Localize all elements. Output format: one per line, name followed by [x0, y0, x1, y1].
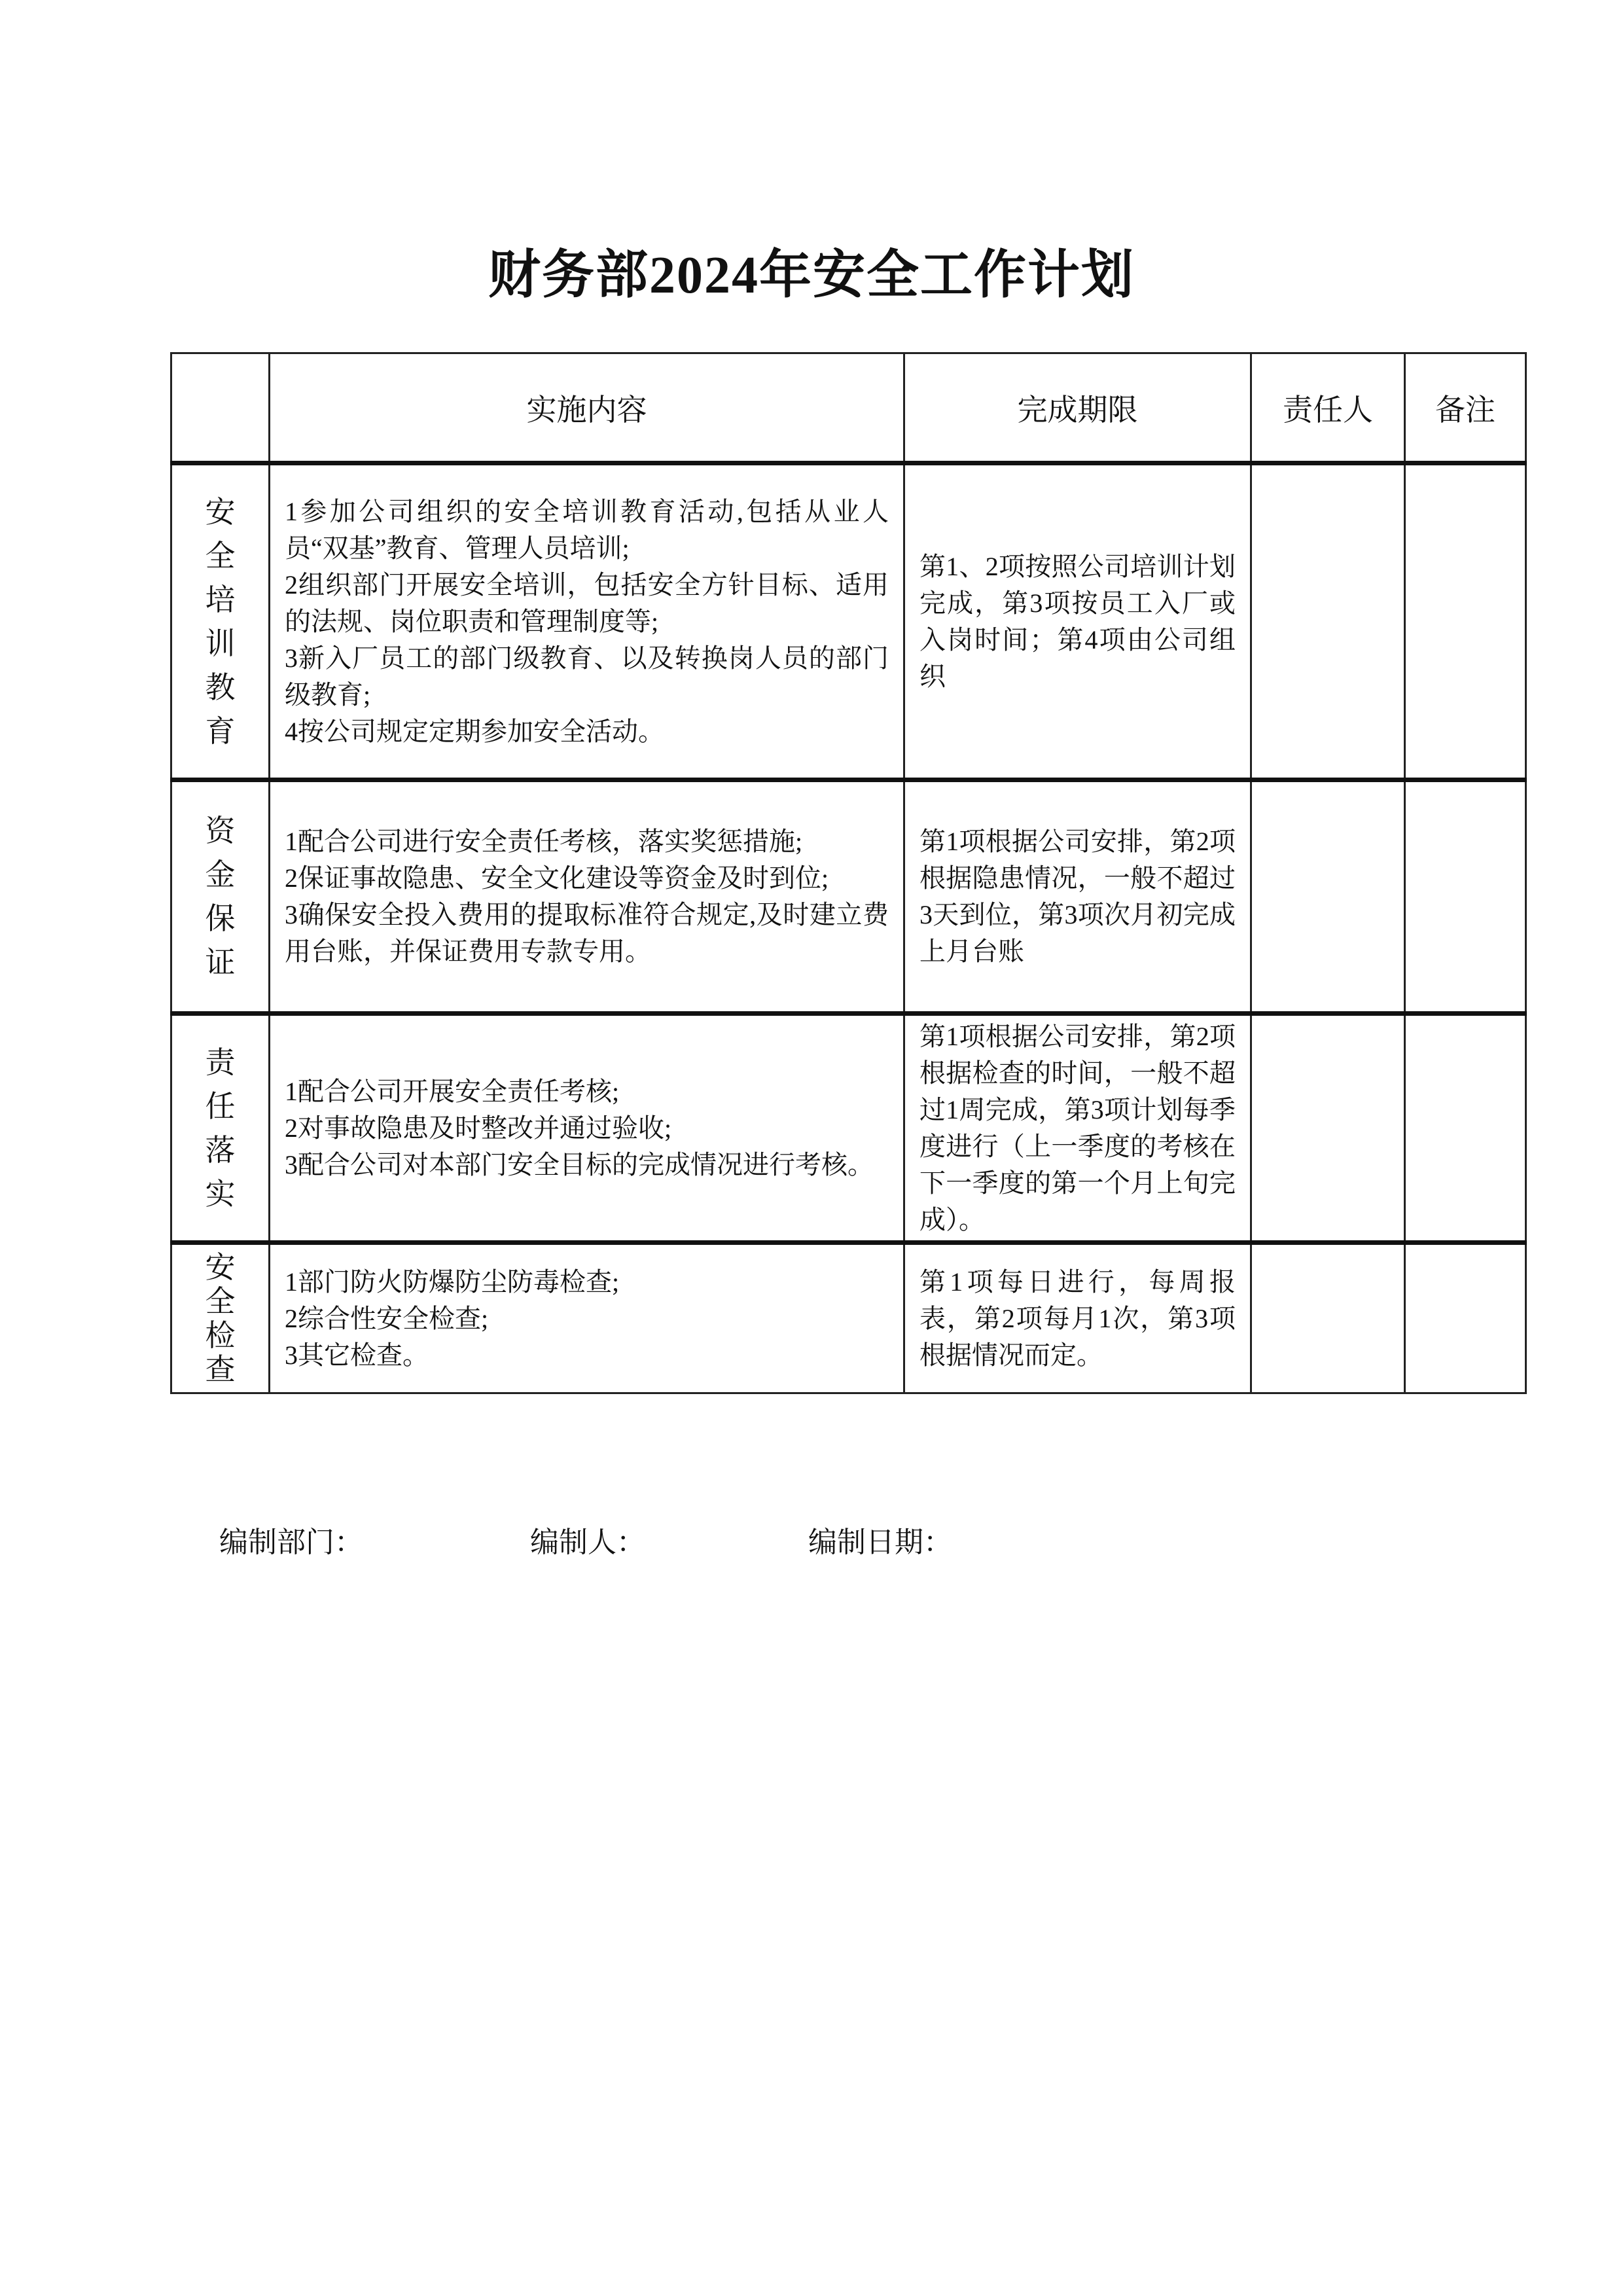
deadline-cell: 第1、2项按照公司培训计划完成，第3项按员工入厂或入岗时间；第4项由公司组织 [904, 463, 1251, 780]
category-char: 育 [205, 714, 236, 748]
category-char: 全 [205, 1284, 236, 1318]
page-title: 财务部2024年安全工作计划 [488, 247, 1135, 304]
footer-preparer-label: 编制人： [530, 1526, 645, 1558]
content-item: 3配合公司对本部门安全目标的完成情况进行考核。 [285, 1149, 874, 1179]
content-cell [270, 1243, 904, 1393]
table-row [171, 1243, 1526, 1393]
category-char: 责 [205, 1045, 236, 1079]
table-row [171, 780, 1526, 1014]
category-char: 保 [205, 902, 236, 935]
content-item: 1部门防火防爆防尘防毒检查; [285, 1266, 620, 1297]
content-item: 1参加公司组织的安全培训教育活动,包括从业人员“双基”教育、管理人员培训; [285, 496, 889, 563]
deadline-cell: 第1项每日进行，每周报表，第2项每月1次，第3项根据情况而定。 [904, 1243, 1251, 1393]
category-char: 全 [205, 539, 236, 573]
remarks-cell [1405, 1243, 1526, 1393]
category-cell [171, 1243, 270, 1393]
footer-department-label: 编制部门： [219, 1526, 363, 1558]
remarks-cell [1405, 463, 1526, 780]
content-item: 2保证事故隐患、安全文化建设等资金及时到位; [285, 863, 829, 893]
category-char: 任 [205, 1089, 236, 1123]
content-item: 4按公司规定定期参加安全活动。 [285, 716, 664, 746]
category-char: 查 [205, 1352, 236, 1386]
deadline-cell: 第1项根据公司安排，第2项根据检查的时间，一般不超过1周完成，第3项计划每季度进行（上一季度的考核在下一季度的第一个月上旬完成）。 [904, 1014, 1251, 1243]
category-char: 证 [205, 946, 236, 979]
footer-date-label: 编制日期： [808, 1526, 952, 1558]
category-char: 检 [205, 1318, 236, 1352]
responsible-cell [1251, 780, 1405, 1014]
category-cell [171, 1014, 270, 1243]
header-content: 实施内容 [270, 353, 904, 463]
category-char: 资 [205, 814, 236, 848]
table-row [171, 463, 1526, 780]
responsible-cell [1251, 463, 1405, 780]
content-item: 3其它检查。 [285, 1340, 429, 1370]
category-char: 培 [205, 583, 236, 617]
category-char: 落 [205, 1133, 236, 1167]
category-char: 金 [205, 858, 236, 891]
category-char: 安 [205, 1250, 236, 1284]
category-char: 训 [205, 626, 236, 660]
safety-plan-table [170, 352, 1527, 1394]
content-cell [270, 1014, 904, 1243]
header-responsible: 责任人 [1251, 353, 1405, 463]
header-deadline: 完成期限 [904, 353, 1251, 463]
category-cell [171, 780, 270, 1014]
category-char: 实 [205, 1177, 236, 1211]
responsible-cell [1251, 1014, 1405, 1243]
category-char: 教 [205, 670, 236, 704]
content-item: 1配合公司开展安全责任考核; [285, 1076, 620, 1106]
table-row [171, 1014, 1526, 1243]
content-item: 3新入厂员工的部门级教育、以及转换岗人员的部门级教育; [285, 643, 889, 709]
content-item: 2对事故隐患及时整改并通过验收; [285, 1113, 672, 1143]
deadline-cell: 第1项根据公司安排，第2项根据隐患情况，一般不超过3天到位，第3项次月初完成上月台账 [904, 780, 1251, 1014]
content-item: 2综合性安全检查; [285, 1303, 489, 1333]
responsible-cell [1251, 1243, 1405, 1393]
category-char: 安 [205, 495, 236, 529]
content-cell [270, 463, 904, 780]
content-item: 1配合公司进行安全责任考核，落实奖惩措施; [285, 827, 803, 856]
remarks-cell [1405, 1014, 1526, 1243]
table-header-row [171, 353, 1526, 463]
category-cell [171, 463, 270, 780]
content-item: 2组织部门开展安全培训，包括安全方针目标、适用的法规、岗位职责和管理制度等; [285, 569, 889, 636]
header-remarks: 备注 [1405, 353, 1526, 463]
content-cell [270, 780, 904, 1014]
remarks-cell [1405, 780, 1526, 1014]
header-category [171, 353, 270, 463]
content-item: 3确保安全投入费用的提取标准符合规定,及时建立费用台账，并保证费用专款专用。 [285, 900, 889, 966]
